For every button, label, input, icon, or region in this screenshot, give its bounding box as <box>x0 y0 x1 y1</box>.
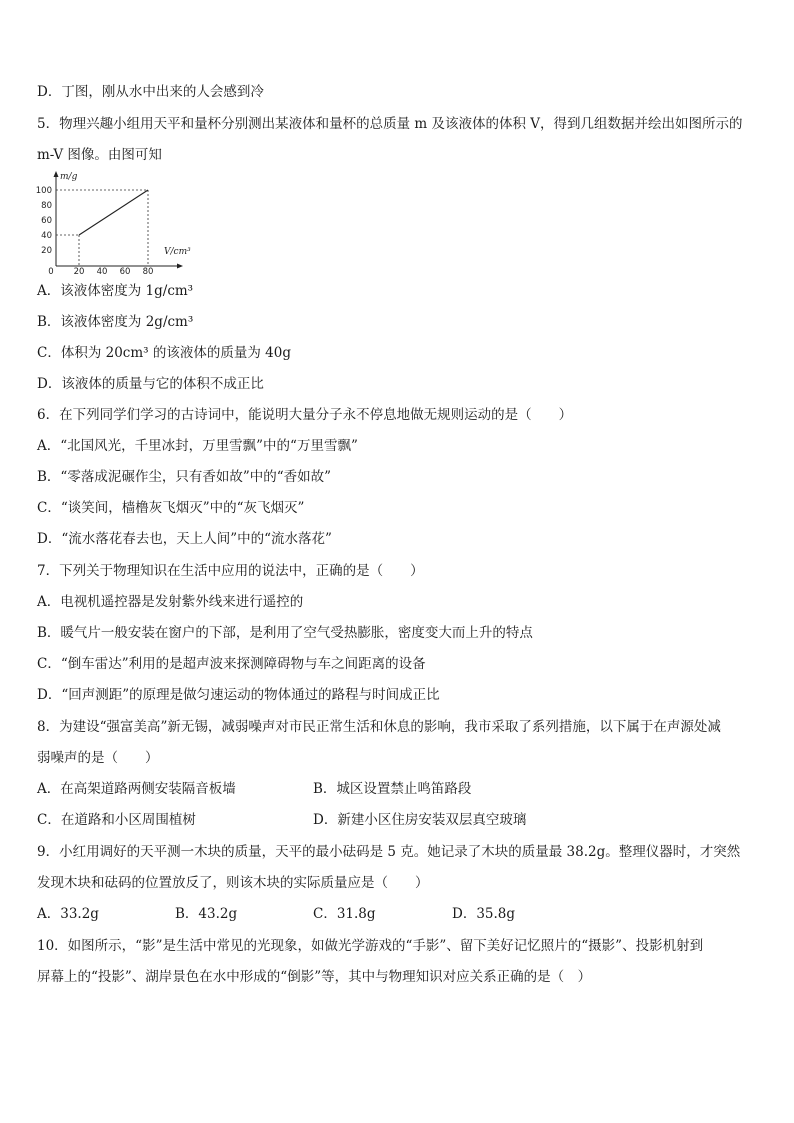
dashed-guides <box>56 190 148 266</box>
origin-label: 0 <box>48 267 54 276</box>
x-tick: 60 <box>119 267 131 276</box>
y-tick: 100 <box>35 186 52 196</box>
y-tick: 60 <box>41 216 52 226</box>
x-tick: 20 <box>73 267 85 276</box>
q5-stem-line2: m-V 图像。由图可知 <box>37 147 162 163</box>
x-axis-arrow <box>177 264 183 269</box>
y-axis-label: m/g <box>60 172 78 182</box>
q9-stem-line2: 发现木块和砝码的位置放反了，则该木块的实际质量应是（ ） <box>37 875 429 891</box>
q5-option-d: D．该液体的质量与它的体积不成正比 <box>37 376 264 392</box>
q7-option-c: C．“倒车雷达”利用的是超声波来探测障碍物与车之间距离的设备 <box>37 656 426 672</box>
q8-option-a: A．在高架道路两侧安装隔音板墙 <box>37 781 236 797</box>
m-v-graph <box>30 168 200 276</box>
q9-option-b: B．43.2g <box>175 906 238 922</box>
q5-stem-line1: 5．物理兴趣小组用天平和量杯分别测出某液体和量杯的总质量 m 及该液体的体积 V，得到几组数据并绘出如图所示的 <box>37 116 743 132</box>
q5-option-b: B．该液体密度为 2g/cm³ <box>37 314 194 330</box>
y-ticks <box>36 186 52 256</box>
q6-option-d: D．“流水落花春去也，天上人间”中的“流水落花” <box>37 531 332 547</box>
data-line <box>79 190 148 235</box>
x-tick: 40 <box>96 267 108 276</box>
q8-option-d: D．新建小区住房安装双层真空玻璃 <box>313 812 527 828</box>
q5-option-c: C．体积为 20cm³ 的该液体的质量为 40g <box>37 345 291 361</box>
q8-option-b: B．城区设置禁止鸣笛路段 <box>313 781 472 797</box>
q10-stem-line1: 10．如图所示，“影”是生活中常见的光现象，如做光学游戏的“手影”、留下美好记忆照片的“摄影”、投影机射到 <box>37 938 704 954</box>
q6-stem: 6．在下列同学们学习的古诗词中，能说明大量分子永不停息地做无规则运动的是（ ） <box>37 407 573 423</box>
x-axis-label: V/cm³ <box>164 247 191 257</box>
q7-option-b: B．暖气片一般安装在窗户的下部，是利用了空气受热膨胀，密度变大而上升的特点 <box>37 625 533 641</box>
x-tick: 80 <box>142 267 154 276</box>
q9-option-c: C．31.8g <box>313 906 376 922</box>
y-tick: 20 <box>41 246 52 256</box>
q10-stem-line2: 屏幕上的“投影”、湖岸景色在水中形成的“倒影”等，其中与物理知识对应关系正确的是（ ） <box>37 969 592 985</box>
q6-option-a: A．“北国风光，千里冰封，万里雪飘”中的“万里雪飘” <box>37 438 358 454</box>
q9-stem-line1: 9．小红用调好的天平测一木块的质量，天平的最小砝码是 5 克。她记录了木块的质量最 38.2g。整理仪器时，才突然 <box>37 844 741 860</box>
q6-option-b: B．“零落成泥碾作尘，只有香如故”中的“香如故” <box>37 469 332 485</box>
y-axis-arrow <box>54 171 59 177</box>
q5-option-a: A．该液体密度为 1g/cm³ <box>37 283 194 299</box>
q6-option-c: C．“谈笑间，樯橹灰飞烟灭”中的“灰飞烟灭” <box>37 500 305 516</box>
q8-option-c: C．在道路和小区周围植树 <box>37 812 196 828</box>
q7-option-d: D．“回声测距”的原理是做匀速运动的物体通过的路程与时间成正比 <box>37 687 440 703</box>
q8-stem-line1: 8．为建设“强富美高”新无锡，减弱噪声对市民正常生活和休息的影响，我市采取了系列措施，以下属于在声源处减 <box>37 719 721 735</box>
y-tick: 40 <box>41 231 52 241</box>
q9-option-d: D．35.8g <box>452 906 516 922</box>
q8-stem-line2: 弱噪声的是（ ） <box>37 750 159 766</box>
y-tick: 80 <box>41 201 52 211</box>
q7-option-a: A．电视机遥控器是发射紫外线来进行遥控的 <box>37 594 304 610</box>
q7-stem: 7．下列关于物理知识在生活中应用的说法中，正确的是（ ） <box>37 563 424 579</box>
q9-option-a: A．33.2g <box>37 906 99 922</box>
x-ticks <box>74 267 154 276</box>
q4-option-d: D．丁图，刚从水中出来的人会感到冷 <box>37 84 264 100</box>
